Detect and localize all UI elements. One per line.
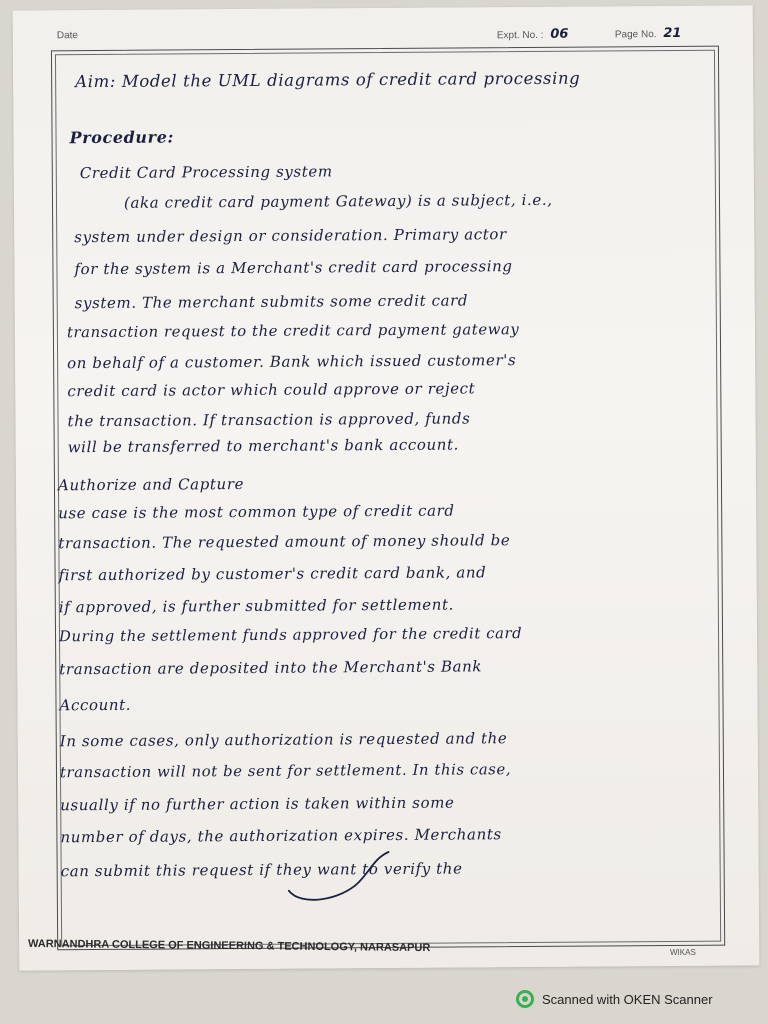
text-line: usually if no further action is taken within some [60, 793, 455, 815]
college-footer: WARNANDHRA COLLEGE OF ENGINEERING & TECHNOLOGY, NARASAPUR [27, 937, 431, 955]
text-line: (aka credit card payment Gateway) is a subject, i.e., [123, 190, 553, 212]
experiment-label: Expt. No. : [496, 29, 544, 42]
text-line: first authorized by customer's credit card bank, and [58, 563, 487, 585]
text-line: credit card is actor which could approve or reject [67, 379, 476, 401]
experiment-number-field [497, 27, 569, 42]
text-line: on behalf of a customer. Bank which issued customer's [67, 351, 517, 373]
text-line: In some cases, only authorization is requested and the [59, 729, 508, 751]
experiment-number: 06 [550, 26, 569, 42]
page-number-field [615, 26, 682, 41]
page-label: Page No. [614, 29, 657, 41]
footer-code: WIKAS [670, 948, 696, 957]
notebook-page [13, 5, 760, 970]
text-line: transaction request to the credit card payment gateway [66, 321, 520, 342]
text-line: transaction. The requested amount of money should be [58, 531, 511, 553]
text-line: Account. [59, 695, 132, 715]
text-line: system under design or consideration. Primary actor [74, 225, 507, 247]
text-line: During the settlement funds approved for the credit card [58, 625, 523, 646]
pen-stroke-mark [281, 848, 401, 909]
text-line: the transaction. If transaction is approved, funds [67, 409, 471, 431]
text-line: if approved, is further submitted for settlement. [58, 595, 455, 617]
text-line: transaction will not be sent for settlement. In this case, [59, 761, 512, 782]
date-label: Date [56, 30, 78, 42]
text-line: for the system is a Merchant's credit card processing [74, 257, 513, 279]
scanner-text: Scanned with OKEN Scanner [542, 991, 713, 1007]
text-line: use case is the most common type of credit card [58, 501, 455, 523]
page-number: 21 [663, 25, 682, 42]
text-line: number of days, the authorization expires. Merchants [60, 825, 502, 847]
text-line: system. The merchant submits some credit card [74, 291, 469, 313]
text-line: can submit this request if they want to verify the [60, 859, 463, 881]
oken-scanner-logo-icon [516, 990, 534, 1008]
section-heading-credit-card: Credit Card Processing system [79, 162, 333, 183]
text-line: will be transferred to merchant's bank account. [67, 435, 460, 457]
text-line: transaction are deposited into the Merchant's Bank [59, 657, 483, 679]
procedure-heading: Procedure: [69, 127, 175, 148]
aim-line: Aim: Model the UML diagrams of credit card processing [75, 68, 581, 92]
section-heading-authorize: Authorize and Capture [57, 474, 245, 495]
scanner-watermark [516, 990, 713, 1008]
